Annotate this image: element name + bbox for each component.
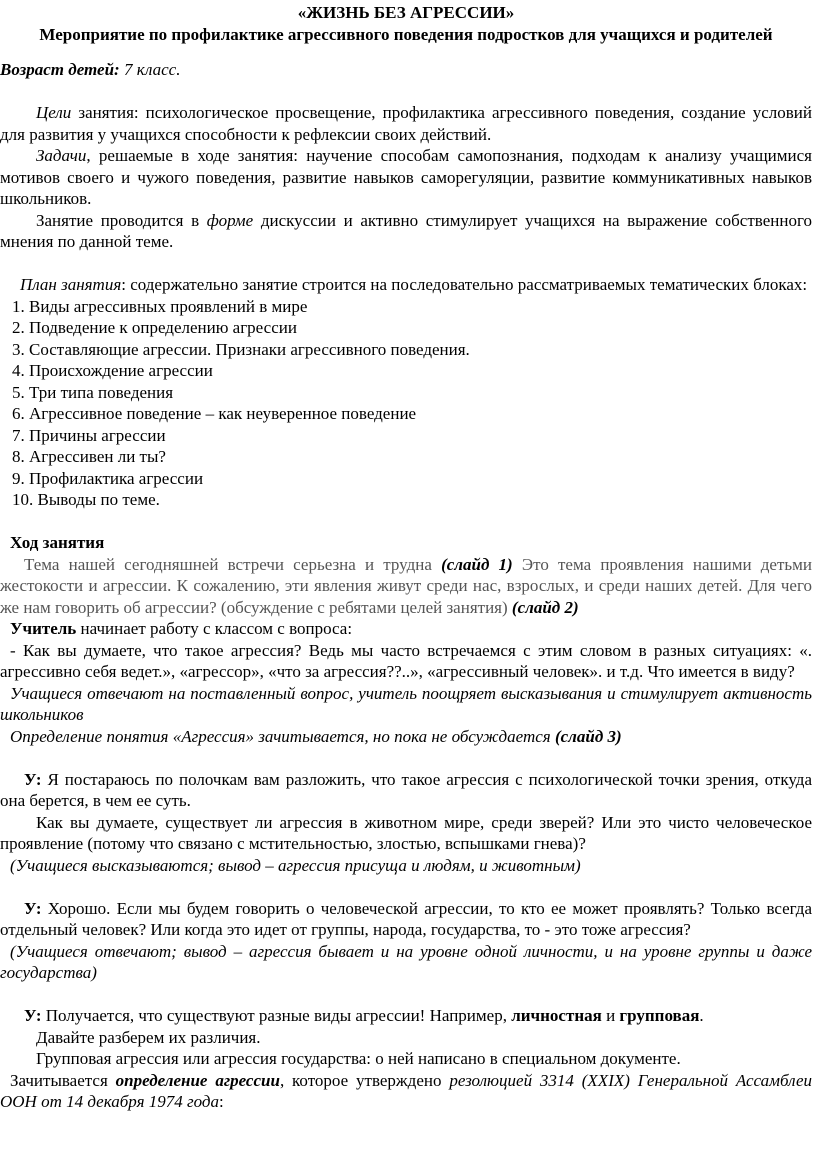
plan-item: 3. Составляющие агрессии. Признаки агрессивного поведения. bbox=[12, 339, 470, 359]
slide-1-ref: (слайд 1) bbox=[441, 554, 513, 574]
plan-item: 8. Агрессивен ли ты? bbox=[12, 447, 166, 466]
teacher-line bbox=[0, 618, 812, 640]
teacher-remark-3c: Групповая агрессия или агрессия государства: о ней написано в специальном документе. bbox=[36, 1049, 681, 1068]
tasks-paragraph bbox=[0, 145, 812, 210]
teacher-remark-3-text: Получается, что существуют разные виды агрессии! Например, bbox=[41, 1006, 512, 1025]
plan-text: : содержательно занятие строится на последовательно рассматриваемых тематических блоках: bbox=[121, 275, 808, 294]
spacer bbox=[0, 81, 812, 103]
students-response-3: (Учащиеся отвечают; вывод – агрессия бывает и на уровне одной личности, и на уровне группы и даже государства) bbox=[0, 941, 812, 982]
teacher-remark-1-text: Я постараюсь по полочкам вам разложить, что такое агрессия с психологической точки зрения, откуда она берется, в чем ее суть. bbox=[0, 769, 812, 810]
plan-item: 4. Происхождение агрессии bbox=[12, 361, 213, 380]
aggression-definition-ref: определение агрессии bbox=[115, 1070, 280, 1090]
question-paragraph: - Как вы думаете, что такое агрессия? Ведь мы часто встречаемся с этим словом в разных ситуациях: «. агрессивно себя ведет.», «агрессор», «что за агрессия??..», «агрессивный человек». и т.д. Что имеется в виду? bbox=[0, 640, 812, 681]
teacher-rest: начинает работу с классом с вопроса: bbox=[76, 619, 353, 638]
aggression-type-personal: личностная bbox=[511, 1006, 602, 1025]
age-value: 7 класс. bbox=[119, 60, 181, 79]
goals-text: занятия: психологическое просвещение, профилактика агрессивного поведения, создание условий для развития у учащихся способности к рефлексии своих действий. bbox=[0, 103, 812, 144]
students-response-2: (Учащиеся высказываются; вывод – агрессия присуща и людям, и животным) bbox=[10, 855, 581, 875]
plan-item: 9. Профилактика агрессии bbox=[12, 468, 204, 488]
lesson-heading: Ход занятия bbox=[10, 533, 105, 552]
tasks-lead: Задачи bbox=[36, 146, 87, 165]
plan-item: 7. Причины агрессии bbox=[12, 425, 166, 445]
reading-paragraph bbox=[0, 1070, 812, 1113]
conjunction: и bbox=[601, 1006, 620, 1025]
age-line bbox=[0, 59, 812, 81]
teacher-remark-3b: Давайте разберем их различия. bbox=[36, 1027, 261, 1047]
document-title: «ЖИЗНЬ БЕЗ АГРЕССИИ» bbox=[297, 3, 515, 22]
teacher-label: У: bbox=[24, 898, 42, 918]
teacher-remark-1 bbox=[0, 769, 812, 812]
reading-mid: , которое утверждено bbox=[279, 1070, 450, 1090]
reading-end: : bbox=[218, 1092, 224, 1111]
aggression-type-group: групповая bbox=[619, 1006, 700, 1025]
teacher-label: У: bbox=[24, 769, 42, 789]
spacer bbox=[0, 45, 812, 59]
plan-item: 1. Виды агрессивных проявлений в мире bbox=[12, 296, 308, 316]
slide-3-ref: (слайд 3) bbox=[554, 726, 622, 746]
form-post: дискуссии и активно стимулирует учащихся на выражение собственного мнения по данной теме. bbox=[0, 210, 812, 251]
spacer bbox=[0, 511, 812, 533]
tasks-text: , решаемые в ходе занятия: научение способам самопознания, подходам к анализу учащимися мотивов своего и чужого поведения, развитие навыков саморегуляции, развитие коммуникативных навыков школьников. bbox=[0, 146, 812, 208]
document-subtitle: Мероприятие по профилактике агрессивного поведения подростков для учащихся и родителей bbox=[39, 24, 773, 44]
teacher-remark-1b: Как вы думаете, существует ли агрессия в животном мире, среди зверей? Или это чисто человеческое проявление (потому что связано с мстительностью, злостью, вспышками гнева)? bbox=[0, 812, 812, 853]
un-resolution-ref: резолюцией 3314 (XXIX) Генеральной Ассамблеи ООН от 14 декабря 1974 года bbox=[0, 1070, 813, 1111]
spacer bbox=[0, 253, 812, 275]
sentence-end: . bbox=[699, 1006, 704, 1025]
reading-pre: Зачитывается bbox=[10, 1070, 116, 1090]
intro-text-a: Тема нашей сегодняшней встречи серьезна и трудна bbox=[24, 554, 442, 574]
plan-lead: План занятия bbox=[20, 275, 122, 294]
plan-item: 10. Выводы по теме. bbox=[12, 490, 160, 509]
teacher-word: Учитель bbox=[10, 619, 77, 638]
plan-item: 6. Агрессивное поведение – как неуверенное поведение bbox=[12, 404, 417, 423]
definition-text: Определение понятия «Агрессия» зачитывается, но пока не обсуждается bbox=[10, 726, 555, 746]
age-label: Возраст детей: bbox=[0, 60, 120, 79]
spacer bbox=[0, 876, 812, 898]
plan-item: 2. Подведение к определению агрессии bbox=[12, 318, 297, 337]
plan-item: 5. Три типа поведения bbox=[12, 382, 174, 402]
goals-paragraph bbox=[0, 102, 812, 145]
teacher-label: У: bbox=[24, 1006, 42, 1025]
students-response-1: Учащиеся отвечают на поставленный вопрос, учитель поощряет высказывания и стимулирует активность школьников bbox=[0, 683, 812, 724]
document-page bbox=[0, 2, 816, 1113]
slide-2-ref: (слайд 2) bbox=[511, 597, 579, 617]
intro-text-b: Это тема проявления нашими детьми жестокости и агрессии. К сожалению, эти явления живут среди нас, взрослых, и среди наших детей. Для чего же нам говорить об агрессии? (обсуждение с ребятами целей занятия) bbox=[0, 554, 813, 617]
form-word: форме bbox=[206, 210, 254, 230]
plan-list bbox=[0, 296, 812, 511]
form-pre: Занятие проводится в bbox=[36, 210, 207, 230]
plan-paragraph bbox=[0, 274, 812, 296]
lesson-intro bbox=[0, 554, 812, 619]
form-paragraph bbox=[0, 210, 812, 253]
goals-lead: Цели bbox=[36, 103, 72, 122]
teacher-remark-2-text: Хорошо. Если мы будем говорить о человеческой агрессии, то кто ее может проявлять? Только всегда отдельный человек? Или когда это идет от группы, народа, государства, то - это тоже агрессия? bbox=[0, 898, 812, 939]
definition-line bbox=[0, 726, 812, 748]
teacher-remark-3 bbox=[0, 1005, 812, 1027]
spacer bbox=[0, 984, 812, 1006]
spacer bbox=[0, 747, 812, 769]
teacher-remark-2 bbox=[0, 898, 812, 941]
